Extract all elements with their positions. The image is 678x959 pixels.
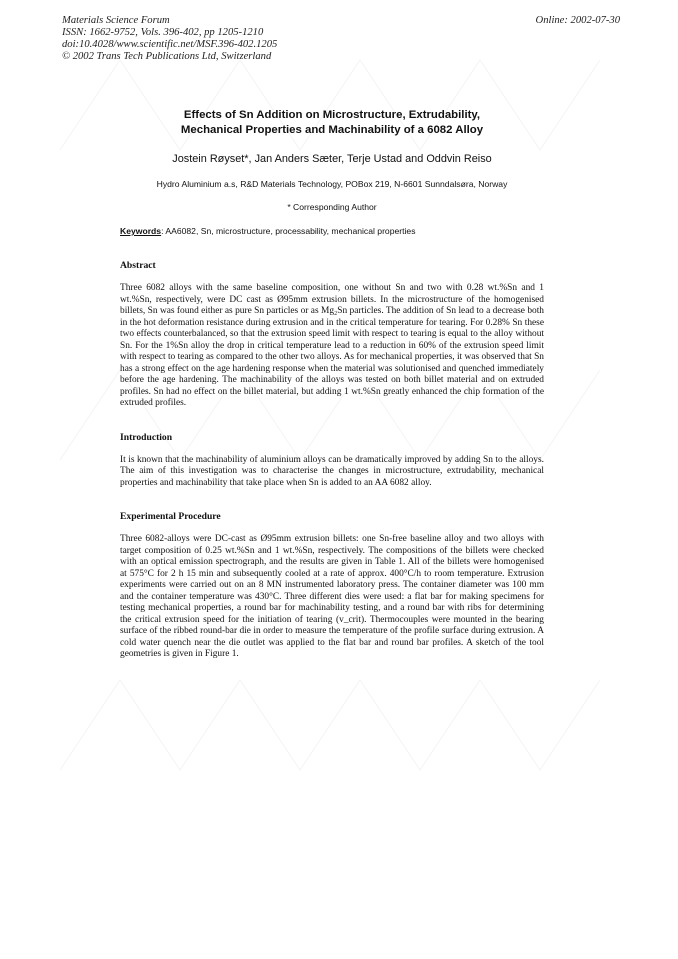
journal-header: [62, 15, 277, 63]
title-line-1: Effects of Sn Addition on Microstructure, Extrudability,: [183, 109, 481, 121]
experimental-section: [120, 511, 544, 661]
introduction-text: It is known that the machinability of aluminium alloys can be dramatically improved by adding Sn to the alloys. The aim of this investigation was to characterise the changes in microstructure, extrudability, mechanical properties and machinability that take place when Sn is added to an AA 6082 alloy.: [120, 454, 544, 488]
issn-line: ISSN: 1662-9752, Vols. 396-402, pp 1205-1210: [62, 27, 264, 38]
author-list: Jostein Røyset*, Jan Anders Sæter, Terje Ustad and Oddvin Reiso: [172, 153, 492, 165]
introduction-section: [120, 432, 544, 490]
experimental-text: Three 6082-alloys were DC-cast as Ø95mm extrusion billets: one Sn-free baseline alloy and two alloys with target composition of 0.25 wt.%Sn and 1 wt.%Sn, respectively. The compositions of the billets were checked with an optical emission spectrograph, and the results are given in Table 1. All of the billets were homogenised at 575°C for 2 h 15 min and subsequently cooled at a rate of approx. 400°C/h to room temperature. Extrusion experiments were carried out on an 8 MN instrumented laboratory press. The container diameter was 100 mm and the container temperature was 430°C. Three different dies were used: a flat bar for making specimens for testing mechanical properties, a round bar for machinability testing, and a round bar with ribs for determining the critical extrusion speed for the initiation of tearing (v_crit). Thermocouples were mounted in the bearing surface of the ribbed round-bar die in order to measure the temperature of the profile surface during extrusion. A cold water quench near the die outlet was applied to the flat bar and round bar profiles. A sketch of the tool geometries is given in Figure 1.: [120, 534, 544, 659]
keywords-line: [120, 225, 544, 237]
keywords-label: Keywords: [120, 226, 162, 236]
copyright-line: © 2002 Trans Tech Publications Ltd, Switzerland: [62, 51, 272, 62]
corresponding-author-note: * Corresponding Author: [287, 202, 377, 212]
introduction-heading: Introduction: [120, 431, 173, 443]
experimental-heading: Experimental Procedure: [120, 511, 221, 522]
title-line-2: Mechanical Properties and Machinability of a 6082 Alloy: [180, 124, 484, 136]
keywords-text: : AA6082, Sn, microstructure, processability, mechanical properties: [161, 226, 416, 236]
paper-title: [120, 108, 544, 138]
abstract-section: [120, 260, 544, 410]
abstract-heading: Abstract: [120, 260, 156, 271]
doi-line[interactable]: doi:10.4028/www.scientific.net/MSF.396-402.1205: [62, 39, 278, 50]
paper-body: [120, 108, 544, 661]
abstract-text: Three 6082 alloys with the same baseline composition, one without Sn and two with 0.28 wt.%Sn and 1 wt.%Sn, respectively, were DC cast as Ø95mm extrusion billets. In the microstructure of the homogenised billets, Sn was found either as pure Sn particles or as Mg₂Sn particles. The addition of Sn lead to a decrease both in the hot deformation resistance during extrusion and in the critical temperature for tearing. For 0.28% Sn these two effects counterbalanced, so that the extrusion speed limit with respect to tearing is equal to the alloy without Sn. For the 1%Sn alloy the drop in critical temperature lead to a reduction in 60% of the extrusion speed limit with respect to tearing as compared to the other two alloys. As for mechanical properties, it was observed that Sn has a strong effect on the age hardening response when the material was solutionised and quenched immediately before the age hardening. The machinability of the alloys was tested on both billet material and on extruded profiles. Sn had no effect on the billet material, but adding 1 wt.%Sn greatly enhanced the chip formation of the extruded profiles.: [120, 283, 544, 408]
affiliation: Hydro Aluminium a.s, R&D Materials Technology, POBox 219, N-6601 Sunndalsøra, Norway: [156, 179, 508, 189]
journal-name: Materials Science Forum: [62, 15, 170, 26]
online-date: Online: 2002-07-30: [535, 15, 620, 26]
